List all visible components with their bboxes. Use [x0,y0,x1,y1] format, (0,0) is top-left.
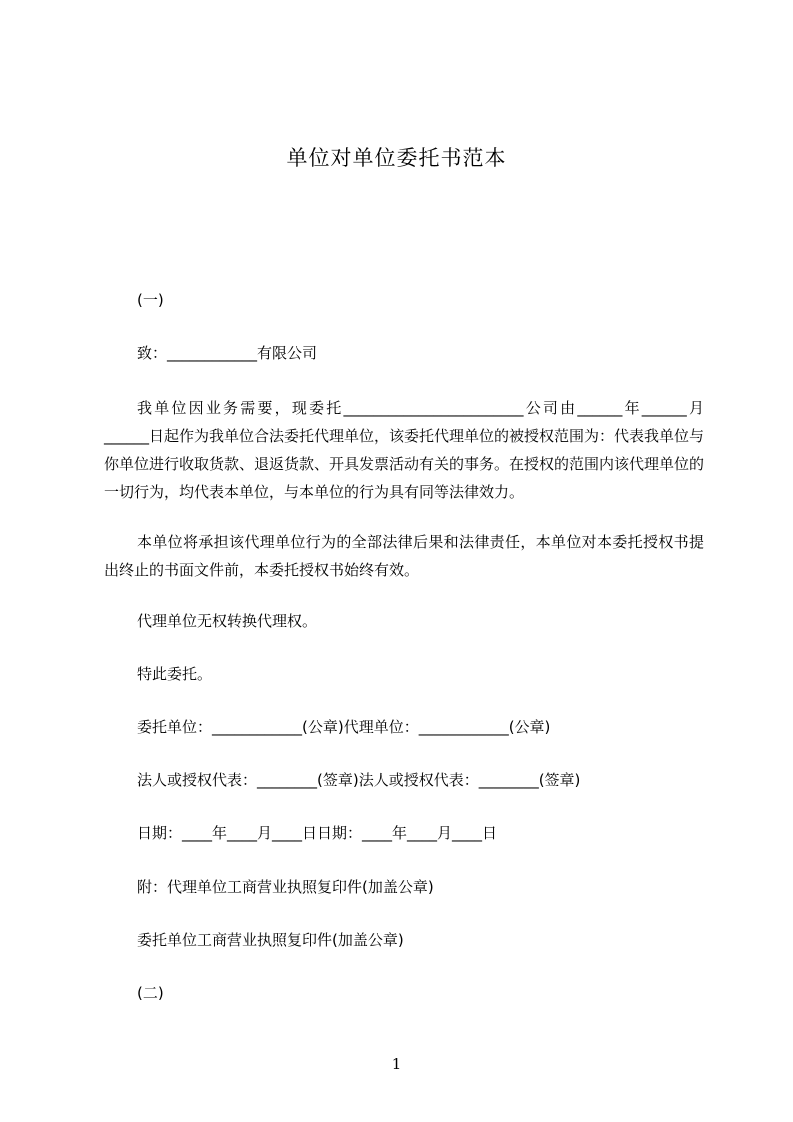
representatives-signature-line: 法人或授权代表：________(签章)法人或授权代表：________(签章) [137,771,581,789]
no-transfer-line: 代理单位无权转换代理权。 [137,612,318,630]
attachment-line-2: 委托单位工商营业执照复印件(加盖公章) [137,931,404,949]
attachment-line-1: 附：代理单位工商营业执照复印件(加盖公章) [137,878,434,896]
page-number: 1 [391,1055,402,1073]
authorization-paragraph: 我单位因业务需要，现委托________________________公司由______年______月______日起作为我单位合法委托代理单位，该委托代理单位的被授权范围为：代表我单位与你单位进行收取货款、退返货款、开具发票活动有关的事务。在授权的范围内该代理单位的一切行为，均代表本单位，与本单位的行为具有同等法律效力。 [104,399,705,501]
document-title: 单位对单位委托书范本 [286,146,507,170]
section-one-heading: (一) [137,291,164,309]
special-entrust-line: 特此委托。 [137,665,213,683]
addressee-line: 致：____________有限公司 [137,344,318,362]
section-two-heading: (二) [137,984,164,1002]
liability-paragraph: 本单位将承担该代理单位行为的全部法律后果和法律责任，本单位对本委托授权书提出终止的书面文件前，本委托授权书始终有效。 [104,533,704,579]
dates-line: 日期：____年____月____日日期：____年____月____日 [137,824,498,842]
units-signature-line: 委托单位：____________(公章)代理单位：____________(公章) [137,718,551,736]
